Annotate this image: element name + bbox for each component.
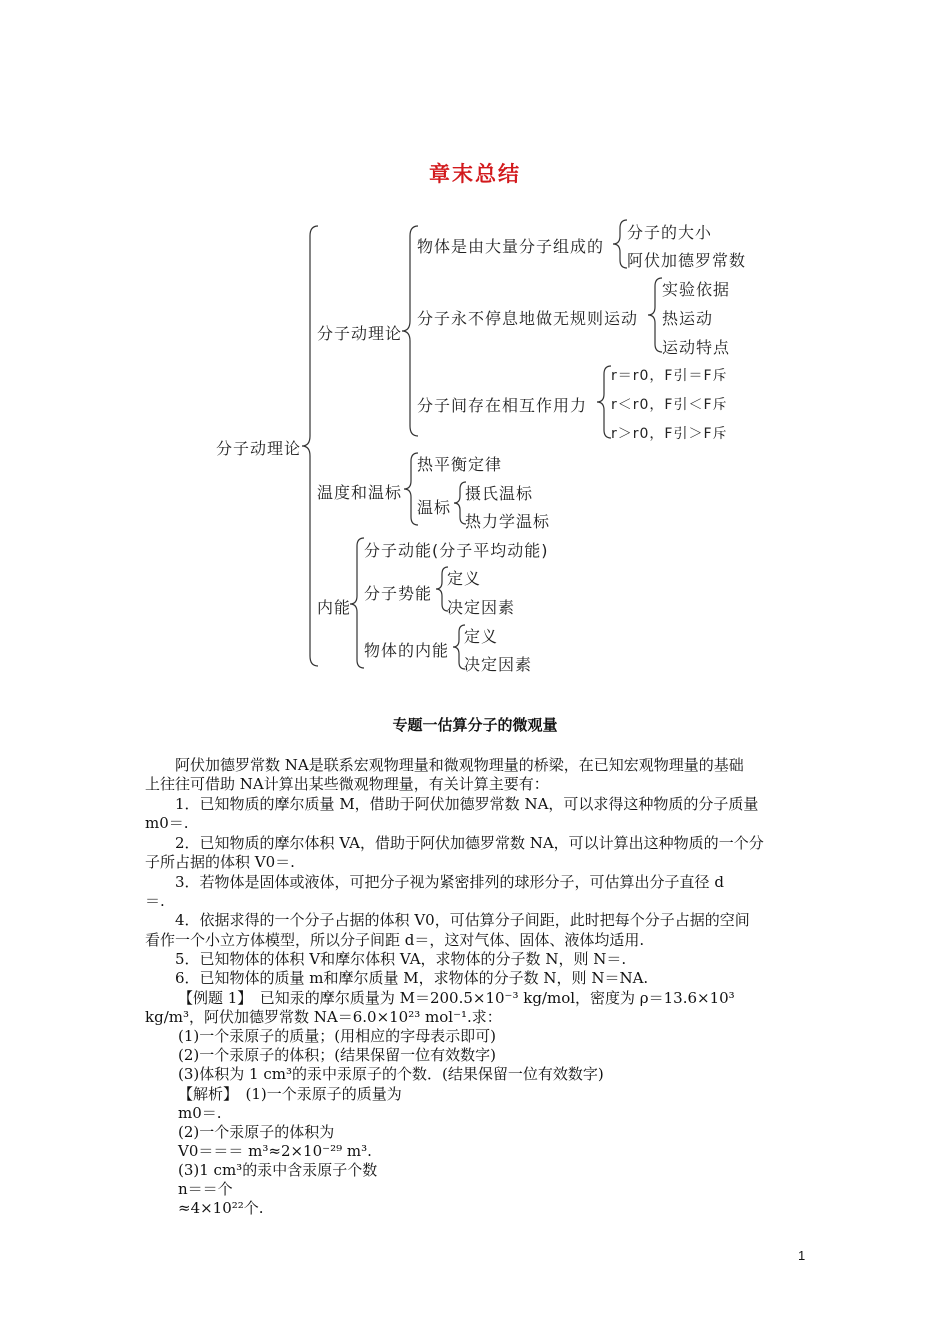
mindmap-leaf-ie-factors: 决定因素	[464, 655, 533, 674]
page-title: 章末总结	[429, 162, 521, 186]
mindmap-branch-internal-energy: 内能	[317, 598, 352, 617]
paragraph-item1-line2: m0＝.	[145, 814, 189, 832]
mindmap-leaf-celsius: 摄氏温标	[465, 484, 534, 503]
paragraph-intro-line2: 上往往可借助 NA计算出某些微观物理量，有关计算主要有：	[145, 775, 549, 793]
mindmap-leaf-thermal-equilibrium: 热平衡定律	[417, 455, 503, 474]
page-number: 1	[798, 1248, 806, 1263]
mindmap-leaf-force-equal: r＝r0，F引＝F斥	[611, 368, 728, 384]
paragraph-item6: 6．已知物体的质量 m和摩尔质量 M，求物体的分子数 N，则 N＝NA.	[175, 969, 649, 987]
solution-line4: V0＝＝＝ m³≈2×10⁻²⁹ m³.	[178, 1142, 372, 1160]
mindmap-node-temperature-scale: 温标	[417, 498, 452, 517]
mindmap-leaf-kelvin: 热力学温标	[465, 512, 551, 531]
mindmap-leaf-avogadro: 阿伏加德罗常数	[627, 251, 747, 270]
mindmap-node-composition: 物体是由大量分子组成的	[417, 237, 605, 256]
solution-line2: m0＝.	[178, 1104, 222, 1122]
mindmap-leaf-pe-definition: 定义	[447, 569, 482, 588]
mindmap-leaf-molecule-size: 分子的大小	[627, 223, 713, 242]
solution-line5: (3)1 cm³的汞中含汞原子个数	[178, 1161, 378, 1179]
mindmap-node-body-internal-energy: 物体的内能	[364, 641, 450, 660]
solution-line1: 【解析】 (1)一个汞原子的质量为	[178, 1085, 402, 1103]
paragraph-item4-line1: 4．依据求得的一个分子占据的体积 V0，可估算分子间距，此时把每个分子占据的空间	[175, 911, 750, 929]
mindmap-leaf-pe-factors: 决定因素	[447, 598, 516, 617]
question-2: (2)一个汞原子的体积；(结果保留一位有效数字)	[178, 1046, 496, 1064]
paragraph-item3-line2: ＝.	[145, 892, 165, 910]
mindmap-branch-temperature: 温度和温标	[317, 483, 403, 502]
mindmap-root: 分子动理论	[216, 439, 302, 458]
mindmap-branch-theory: 分子动理论	[317, 324, 403, 343]
paragraph-intro-line1: 阿伏加德罗常数 NA是联系宏观物理量和微观物理量的桥梁，在已知宏观物理量的基础	[175, 756, 744, 774]
mindmap-leaf-experiment: 实验依据	[662, 280, 731, 299]
mindmap-leaf-ie-definition: 定义	[464, 627, 499, 646]
paragraph-item1-line1: 1．已知物质的摩尔质量 M，借助于阿伏加德罗常数 NA，可以求得这种物质的分子质量	[175, 795, 759, 813]
mindmap-leaf-kinetic-energy: 分子动能(分子平均动能)	[364, 541, 549, 560]
solution-line6: n＝＝个	[178, 1180, 233, 1198]
paragraph-item2-line2: 子所占据的体积 V0＝.	[145, 853, 295, 871]
mindmap-leaf-force-greater: r＞r0，F引＞F斥	[611, 426, 728, 442]
mindmap-node-interaction: 分子间存在相互作用力	[417, 396, 588, 415]
example-1-line1: 【例题 1】 已知汞的摩尔质量为 M＝200.5×10⁻³ kg/mol，密度为 ρ＝13.6×10³	[178, 989, 735, 1007]
mindmap-node-random-motion: 分子永不停息地做无规则运动	[417, 309, 639, 328]
question-3: (3)体积为 1 cm³的汞中汞原子的个数．(结果保留一位有效数字)	[178, 1065, 604, 1083]
solution-line3: (2)一个汞原子的体积为	[178, 1123, 335, 1141]
paragraph-item4-line2: 看作一个小立方体模型，所以分子间距 d＝，这对气体、固体、液体均适用.	[145, 931, 645, 949]
example-1-line2: kg/m³，阿伏加德罗常数 NA＝6.0×10²³ mol⁻¹.求：	[145, 1008, 502, 1026]
question-1: (1)一个汞原子的质量；(用相应的字母表示即可)	[178, 1027, 496, 1045]
paragraph-item3-line1: 3．若物体是固体或液体，可把分子视为紧密排列的球形分子，可估算出分子直径 d	[175, 873, 724, 891]
mindmap-leaf-thermal-motion: 热运动	[662, 309, 714, 328]
mindmap-leaf-motion-features: 运动特点	[662, 338, 731, 357]
paragraph-item5: 5．已知物体的体积 V和摩尔体积 VA，求物体的分子数 N，则 N＝.	[175, 950, 627, 968]
section-title: 专题一估算分子的微观量	[392, 716, 558, 734]
solution-line7: ≈4×10²²个.	[178, 1199, 264, 1217]
mindmap-node-potential-energy: 分子势能	[364, 584, 433, 603]
paragraph-item2-line1: 2．已知物质的摩尔体积 VA，借助于阿伏加德罗常数 NA，可以计算出这种物质的一个分	[175, 834, 764, 852]
mindmap-leaf-force-less: r＜r0，F引＜F斥	[611, 397, 728, 413]
